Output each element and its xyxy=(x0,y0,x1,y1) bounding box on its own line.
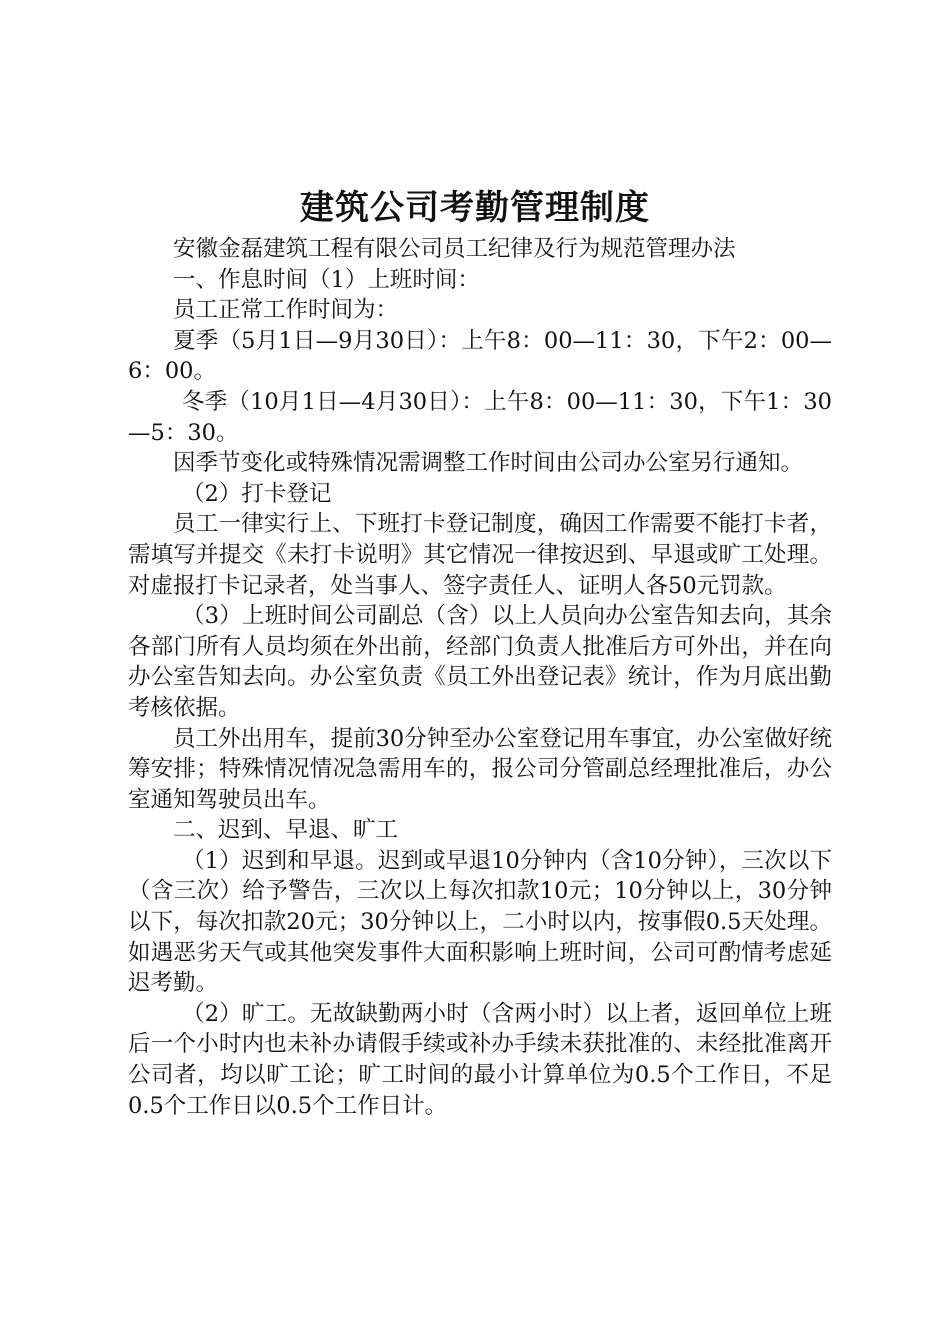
paragraph-subtitle: 安徽金磊建筑工程有限公司员工纪律及行为规范管理办法 xyxy=(173,236,736,262)
paragraph-section-1-heading: 一、作息时间（1）上班时间： xyxy=(173,266,480,293)
paragraph-summer-hours: 夏季（5月1日—9月30日）：上午8：00—11：30，下午2：00—6：00。 xyxy=(128,327,832,385)
paragraph-clock-in-heading: （2）打卡登记 xyxy=(182,480,332,507)
paragraph-adjustment-notice: 因季节变化或特殊情况需调整工作时间由公司办公室另行通知。 xyxy=(173,450,804,477)
document-body xyxy=(128,234,832,1121)
paragraph-leave-notice: （3）上班时间公司副总（含）以上人员向办公室告知去向，其余各部门所有人员均须在外出前，经部门负责人批准后方可外出，并在向办公室告知去向。办公室负责《员工外出登记表》统计，作为月底出勤考核依据。 xyxy=(128,603,832,721)
paragraph-late-early: （1）迟到和早退。迟到或早退10分钟内（含10分钟），三次以下（含三次）给予警告，三次以上每次扣款10元；10分钟以上，30分钟以下，每次扣款20元；30分钟以上，二小时以内，按事假0.5天处理。如遇恶劣天气或其他突发事件大面积影响上班时间，公司可酌情考虑延迟考勤。 xyxy=(128,847,832,997)
document-title: 建筑公司考勤管理制度 xyxy=(300,188,650,228)
paragraph-clock-in-rules: 员工一律实行上、下班打卡登记制度，确因工作需要不能打卡者，需填写并提交《未打卡说明》其它情况一律按迟到、早退或旷工处理。对虚报打卡记录者，处当事人、签字责任人、证明人各50元罚款。 xyxy=(128,511,832,599)
paragraph-normal-hours: 员工正常工作时间为： xyxy=(173,297,399,324)
paragraph-absenteeism: （2）旷工。无故缺勤两小时（含两小时）以上者，返回单位上班后一个小时内也未补办请假手续或补办手续未获批准的、未经批准离开公司者，均以旷工论；旷工时间的最小计算单位为0.5个工作日，不足0.5个工作日以0.5个工作日计。 xyxy=(128,1000,832,1119)
paragraph-vehicle-use: 员工外出用车，提前30分钟至办公室登记用车事宜，办公室做好统筹安排；特殊情况情况急需用车的，报公司分管副总经理批准后，办公室通知驾驶员出车。 xyxy=(128,725,832,813)
paragraph-section-2-heading: 二、迟到、早退、旷工 xyxy=(173,817,399,844)
paragraph-winter-hours: 冬季（10月1日—4月30日）：上午8：00—11：30，下午1：30—5：30。 xyxy=(128,388,832,446)
